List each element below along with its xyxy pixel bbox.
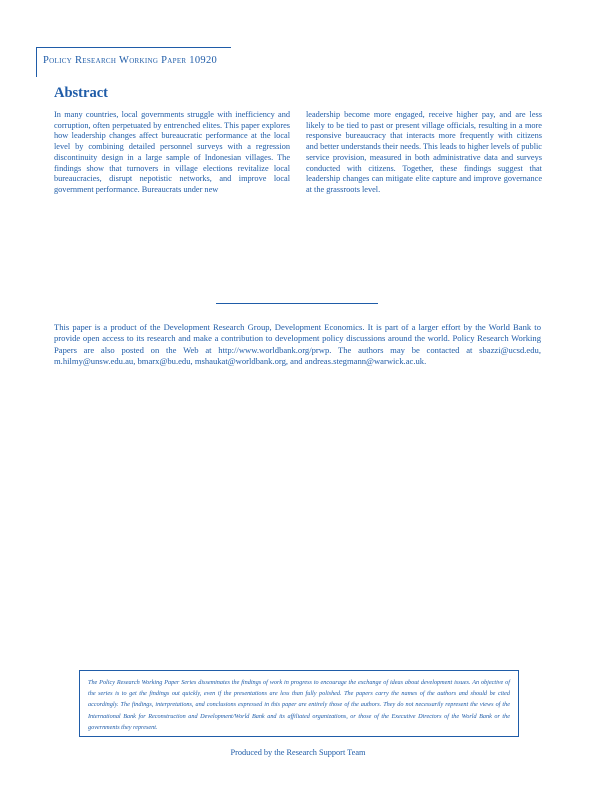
abstract-column-left: In many countries, local governments struggle with inefficiency and corruption, often perpetuated by entrenched elites. This paper explores how leadership changes affect bureaucratic performance at the local level by combining detailed personnel surveys with a regression discontinuity design in a large sample of Indonesian villages. The findings show that turnovers in village elections revitalize local bureaucracies, disrupt nepotistic networks, and improve local government performance. Bureaucrats under new xyxy=(54,110,290,194)
section-divider xyxy=(216,303,378,304)
series-label: Policy Research Working Paper 10920 xyxy=(43,55,218,66)
series-header xyxy=(36,47,231,77)
production-credit: Produced by the Research Support Team xyxy=(230,748,366,757)
disclaimer-box xyxy=(79,670,519,737)
product-note: This paper is a product of the Development Research Group, Development Economics. It is part of a larger effort by the World Bank to provide open access to its research and make a contribution to development policy discussions around the world. Policy Research Working Papers are also posted on the Web at http://www.worldbank.org/prwp. The authors may be contacted at sbazzi@ucsd.edu, m.hilmy@unsw.edu.au, bmarx@bu.edu, mshaukat@worldbank.org, and andreas.stegmann@warwick.ac.uk. xyxy=(54,322,541,367)
disclaimer-text: The Policy Research Working Paper Series disseminates the findings of work in progress to encourage the exchange of ideas about development issues. An objective of the series is to get the findings out quickly, even if the presentations are less than fully polished. The papers carry the names of the authors and should be cited accordingly. The findings, interpretations, and conclusions expressed in this paper are entirely those of the authors. They do not necessarily represent the views of the International Bank for Reconstruction and Development/World Bank and its affiliated organizations, or those of the Executive Directors of the World Bank or the governments they represent. xyxy=(88,679,510,731)
abstract-column-right: leadership become more engaged, receive higher pay, and are less likely to be tied to past or present village officials, resulting in a more responsive bureaucracy that interacts more frequently with citizens and better understands their needs. This leads to higher levels of public service provision, measured in both administrative data and surveys conducted with citizens. Together, these findings suggest that leadership changes can mitigate elite capture and improve governance at the grassroots level. xyxy=(306,110,542,194)
abstract-heading: Abstract xyxy=(54,85,108,101)
